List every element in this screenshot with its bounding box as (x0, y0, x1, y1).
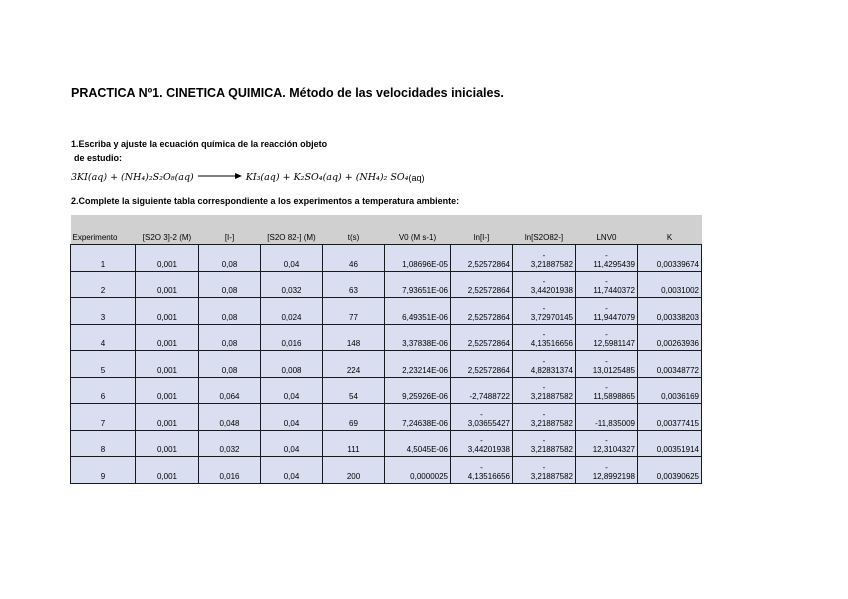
cell-experiment-value: 6 (100, 392, 106, 401)
cell-t-value: 200 (346, 471, 361, 481)
question-1-line-2: de estudio: (74, 153, 123, 163)
cell-t-value: 111 (347, 445, 360, 454)
negative-sign-mark (453, 330, 510, 339)
cell-s2o3-value: 0,001 (156, 339, 178, 348)
cell-s2o8 (261, 430, 323, 457)
cell-v0 (385, 271, 451, 298)
cell-v0-value: 3,37838E-06 (402, 339, 448, 348)
cell-ln-s2o8-value: 3,72970145 (530, 312, 573, 322)
cell-v0-value: 0,0000025 (410, 471, 448, 481)
header-experimento: Experimento (71, 215, 136, 245)
cell-s2o8-value: 0,032 (281, 286, 302, 295)
cell-k (638, 404, 702, 431)
cell-i (199, 245, 261, 272)
cell-k (638, 377, 702, 404)
cell-k-value: 0,00339674 (656, 259, 699, 269)
question-2: 2.Complete la siguiente tabla correspondiente a los experimentos a temperatura ambiente: (71, 196, 460, 206)
cell-i (199, 377, 261, 404)
cell-lnv0-value: 11,9447079 (593, 312, 635, 322)
cell-k (638, 430, 702, 457)
cell-ln-i (451, 377, 513, 404)
cell-s2o8 (261, 245, 323, 272)
cell-s2o8 (261, 404, 323, 431)
cell-k-value: 0,0031002 (661, 286, 699, 295)
header-t: t(s) (323, 215, 385, 245)
cell-t-value: 69 (349, 418, 358, 428)
negative-sign-mark: - (605, 303, 608, 313)
cell-i (199, 457, 261, 484)
cell-s2o8-value: 0,008 (281, 365, 302, 375)
cell-experiment-value: 4 (100, 339, 106, 348)
table-row (71, 351, 702, 378)
cell-v0 (385, 351, 451, 378)
cell-i-value: 0,048 (219, 418, 240, 428)
cell-lnv0-value: -11,835009 (595, 418, 635, 428)
cell-k-value: 0,00351914 (656, 445, 699, 454)
cell-s2o3-value: 0,001 (156, 445, 178, 454)
negative-sign-mark: - (542, 303, 546, 313)
cell-s2o3-value: 0,001 (156, 392, 178, 401)
cell-s2o8 (261, 351, 323, 378)
cell-t (323, 324, 385, 351)
cell-v0-value: 4,5045E-06 (406, 445, 448, 454)
cell-ln-s2o8 (513, 457, 576, 484)
negative-sign-mark: - (542, 330, 546, 339)
cell-lnv0 (576, 430, 638, 457)
cell-t (323, 430, 385, 457)
negative-sign-mark (453, 357, 510, 366)
negative-sign-mark (578, 410, 635, 419)
cell-s2o8-value: 0,04 (283, 471, 300, 481)
cell-ln-i-value: 2,52572864 (467, 312, 510, 322)
cell-t-value: 54 (349, 392, 358, 401)
question-1 (71, 137, 327, 165)
negative-sign-mark (453, 304, 510, 313)
equation-reactants: 3KI(aq) + (NH₄)₂S₂O₈(aq) (71, 172, 194, 183)
cell-i (199, 298, 261, 325)
cell-experiment (71, 351, 136, 378)
cell-experiment-value: 1 (100, 259, 106, 269)
cell-s2o3 (136, 430, 199, 457)
cell-lnv0 (576, 245, 638, 272)
cell-ln-s2o8 (513, 298, 576, 325)
table-row (71, 271, 702, 298)
cell-t-value: 77 (349, 312, 358, 322)
cell-ln-s2o8-value: 4,82831374 (530, 365, 573, 375)
cell-ln-i-value: 2,52572864 (467, 365, 510, 375)
cell-ln-s2o8 (513, 324, 576, 351)
cell-k-value: 0,00377415 (656, 418, 699, 428)
cell-k (638, 457, 702, 484)
cell-lnv0 (576, 377, 638, 404)
cell-ln-s2o8-value: 3,21887582 (530, 418, 573, 428)
cell-lnv0-value: 12,3104327 (592, 445, 635, 454)
cell-v0 (385, 377, 451, 404)
cell-experiment-value: 2 (100, 286, 106, 295)
cell-ln-i-value: 2,52572864 (467, 339, 510, 348)
cell-ln-i (451, 457, 513, 484)
cell-v0 (385, 298, 451, 325)
cell-lnv0-value: 12,5981147 (593, 339, 635, 348)
table-row (71, 324, 702, 351)
header-ln-i: ln[I-] (451, 215, 513, 245)
cell-s2o8-value: 0,016 (281, 339, 302, 348)
cell-lnv0 (576, 457, 638, 484)
cell-i (199, 351, 261, 378)
cell-s2o3 (136, 404, 199, 431)
cell-lnv0-value: 11,5898865 (593, 392, 635, 401)
cell-v0-value: 1,08696E-05 (402, 259, 448, 269)
cell-lnv0 (576, 351, 638, 378)
table-row (71, 377, 702, 404)
cell-s2o8-value: 0,024 (281, 312, 302, 322)
cell-s2o3-value: 0,001 (156, 418, 178, 428)
chemical-equation (71, 172, 425, 183)
cell-ln-s2o8 (513, 377, 576, 404)
cell-s2o3-value: 0,001 (156, 312, 178, 322)
cell-k-value: 0,00263936 (656, 339, 699, 348)
cell-k (638, 351, 702, 378)
cell-t-value: 224 (346, 365, 361, 375)
cell-s2o3 (136, 324, 199, 351)
cell-ln-i-value: 4,13516656 (467, 471, 510, 481)
cell-experiment (71, 324, 136, 351)
cell-lnv0-value: 11,7440372 (593, 286, 635, 295)
cell-s2o3-value: 0,001 (156, 286, 178, 295)
cell-ln-i (451, 324, 513, 351)
cell-ln-i-value: 3,03655427 (467, 418, 510, 428)
cell-ln-s2o8-value: 3,21887582 (530, 471, 573, 481)
cell-v0 (385, 324, 451, 351)
cell-v0 (385, 404, 451, 431)
cell-ln-i (451, 404, 513, 431)
cell-i-value: 0,016 (219, 471, 240, 481)
cell-k (638, 271, 702, 298)
page-title: PRACTICA Nº1. CINETICA QUIMICA. Método de las velocidades iniciales. (71, 86, 504, 100)
equation-products: KI₃(aq) + K₂SO₄(aq) + (NH₄)₂ SO₄ (245, 172, 409, 183)
cell-s2o8 (261, 298, 323, 325)
negative-sign-mark: - (605, 250, 608, 260)
cell-ln-i-value: -2,7488722 (469, 392, 510, 401)
cell-ln-i (451, 298, 513, 325)
experiments-table (70, 215, 702, 484)
cell-i-value: 0,08 (221, 312, 238, 322)
cell-experiment (71, 404, 136, 431)
cell-t (323, 271, 385, 298)
cell-lnv0 (576, 298, 638, 325)
cell-experiment-value: 5 (100, 365, 106, 375)
negative-sign-mark (453, 251, 510, 260)
header-v0: V0 (M s-1) (385, 215, 451, 245)
negative-sign-mark: - (542, 356, 546, 366)
cell-ln-s2o8 (513, 430, 576, 457)
cell-v0-value: 7,24638E-06 (402, 418, 448, 428)
cell-i-value: 0,064 (219, 392, 240, 401)
cell-s2o8 (261, 377, 323, 404)
cell-experiment (71, 457, 136, 484)
table-row (71, 404, 702, 431)
cell-lnv0-value: 13,0125485 (592, 365, 635, 375)
cell-s2o3-value: 0,001 (156, 365, 178, 375)
negative-sign-mark: - (542, 277, 546, 286)
cell-i-value: 0,08 (221, 286, 238, 295)
cell-k-value: 0,0036169 (661, 392, 699, 401)
header-k: K (638, 215, 702, 245)
cell-lnv0 (576, 324, 638, 351)
header-s2o3: [S2O 3]-2 (M) (136, 215, 199, 245)
negative-sign-mark: - (480, 462, 483, 472)
cell-ln-s2o8-value: 3,21887582 (530, 259, 573, 269)
cell-s2o3 (136, 457, 199, 484)
cell-ln-i (451, 430, 513, 457)
equation-products-suffix: (aq) (408, 172, 425, 183)
table-row (71, 457, 702, 484)
cell-k-value: 0,00390625 (656, 471, 699, 481)
cell-s2o3 (136, 271, 199, 298)
negative-sign-mark (453, 277, 510, 286)
cell-v0-value: 2,23214E-06 (402, 365, 448, 375)
cell-ln-s2o8 (513, 271, 576, 298)
cell-i (199, 324, 261, 351)
cell-ln-i-value: 3,44201938 (467, 445, 510, 454)
cell-ln-s2o8-value: 3,44201938 (530, 286, 573, 295)
cell-ln-i (451, 271, 513, 298)
cell-t-value: 46 (349, 259, 358, 269)
cell-i-value: 0,032 (219, 445, 240, 454)
negative-sign-mark: - (605, 277, 608, 286)
cell-experiment-value: 3 (100, 312, 106, 322)
cell-t-value: 63 (349, 286, 358, 295)
cell-t (323, 377, 385, 404)
cell-ln-i (451, 245, 513, 272)
cell-i-value: 0,08 (221, 365, 238, 375)
cell-lnv0-value: 12,8992198 (592, 471, 635, 481)
cell-s2o8 (261, 457, 323, 484)
cell-s2o8-value: 0,04 (283, 445, 300, 454)
negative-sign-mark: - (542, 409, 546, 419)
cell-ln-i-value: 2,52572864 (467, 259, 510, 269)
negative-sign-mark: - (605, 356, 608, 366)
negative-sign-mark: - (605, 462, 608, 472)
cell-experiment (71, 245, 136, 272)
header-s2o8: [S2O 82-] (M) (261, 215, 323, 245)
cell-s2o3-value: 0,001 (156, 471, 178, 481)
cell-s2o8-value: 0,04 (283, 259, 300, 269)
cell-k-value: 0,00348772 (656, 365, 699, 375)
cell-experiment (71, 377, 136, 404)
cell-k-value: 0,00338203 (656, 312, 699, 322)
negative-sign-mark: - (480, 436, 483, 445)
cell-t (323, 351, 385, 378)
cell-ln-s2o8-value: 4,13516656 (530, 339, 573, 348)
cell-experiment (71, 271, 136, 298)
cell-lnv0-value: 11,4295439 (593, 259, 635, 269)
negative-sign-mark: - (542, 383, 546, 392)
cell-ln-s2o8-value: 3,21887582 (530, 445, 573, 454)
cell-i-value: 0,08 (221, 259, 238, 269)
cell-v0 (385, 430, 451, 457)
cell-ln-s2o8-value: 3,21887582 (530, 392, 573, 401)
negative-sign-mark: - (605, 330, 608, 339)
cell-v0-value: 9,25926E-06 (402, 392, 448, 401)
cell-t (323, 404, 385, 431)
negative-sign-mark: - (542, 436, 546, 445)
cell-t (323, 298, 385, 325)
table-row (71, 298, 702, 325)
cell-ln-s2o8 (513, 245, 576, 272)
cell-s2o8 (261, 324, 323, 351)
cell-experiment (71, 298, 136, 325)
cell-experiment-value: 7 (100, 418, 106, 428)
question-1-line-1: 1.Escriba y ajuste la ecuación química de la reacción objeto (71, 139, 328, 149)
cell-s2o3 (136, 245, 199, 272)
cell-s2o3 (136, 351, 199, 378)
cell-t-value: 148 (346, 339, 361, 348)
cell-k (638, 298, 702, 325)
cell-s2o8-value: 0,04 (283, 392, 300, 401)
cell-t (323, 245, 385, 272)
cell-i (199, 404, 261, 431)
cell-s2o3 (136, 298, 199, 325)
cell-s2o8-value: 0,04 (283, 418, 300, 428)
negative-sign-mark: - (542, 250, 546, 260)
cell-k (638, 324, 702, 351)
reaction-arrow-icon (198, 172, 242, 183)
negative-sign-mark: - (605, 383, 608, 392)
cell-s2o3-value: 0,001 (156, 259, 178, 269)
negative-sign-mark: - (542, 462, 546, 472)
cell-i (199, 430, 261, 457)
negative-sign-mark (453, 383, 510, 392)
cell-ln-s2o8 (513, 404, 576, 431)
cell-experiment-value: 8 (100, 445, 106, 454)
table-header-row (71, 215, 702, 245)
cell-v0-value: 6,49351E-06 (402, 312, 448, 322)
header-i: [I-] (199, 215, 261, 245)
cell-experiment-value: 9 (100, 471, 106, 481)
table-row (71, 245, 702, 272)
cell-i-value: 0,08 (221, 339, 238, 348)
cell-k (638, 245, 702, 272)
cell-ln-s2o8 (513, 351, 576, 378)
header-ln-s2o8: ln[S2O82-] (513, 215, 576, 245)
cell-v0 (385, 245, 451, 272)
table-row (71, 430, 702, 457)
header-lnv0: LNV0 (576, 215, 638, 245)
cell-ln-i (451, 351, 513, 378)
cell-s2o3 (136, 377, 199, 404)
cell-v0 (385, 457, 451, 484)
cell-s2o8 (261, 271, 323, 298)
cell-v0-value: 7,93651E-06 (402, 286, 448, 295)
cell-lnv0 (576, 271, 638, 298)
negative-sign-mark: - (480, 409, 483, 419)
cell-t (323, 457, 385, 484)
cell-lnv0 (576, 404, 638, 431)
negative-sign-mark: - (605, 436, 608, 445)
cell-ln-i-value: 2,52572864 (467, 286, 510, 295)
cell-experiment (71, 430, 136, 457)
cell-i (199, 271, 261, 298)
